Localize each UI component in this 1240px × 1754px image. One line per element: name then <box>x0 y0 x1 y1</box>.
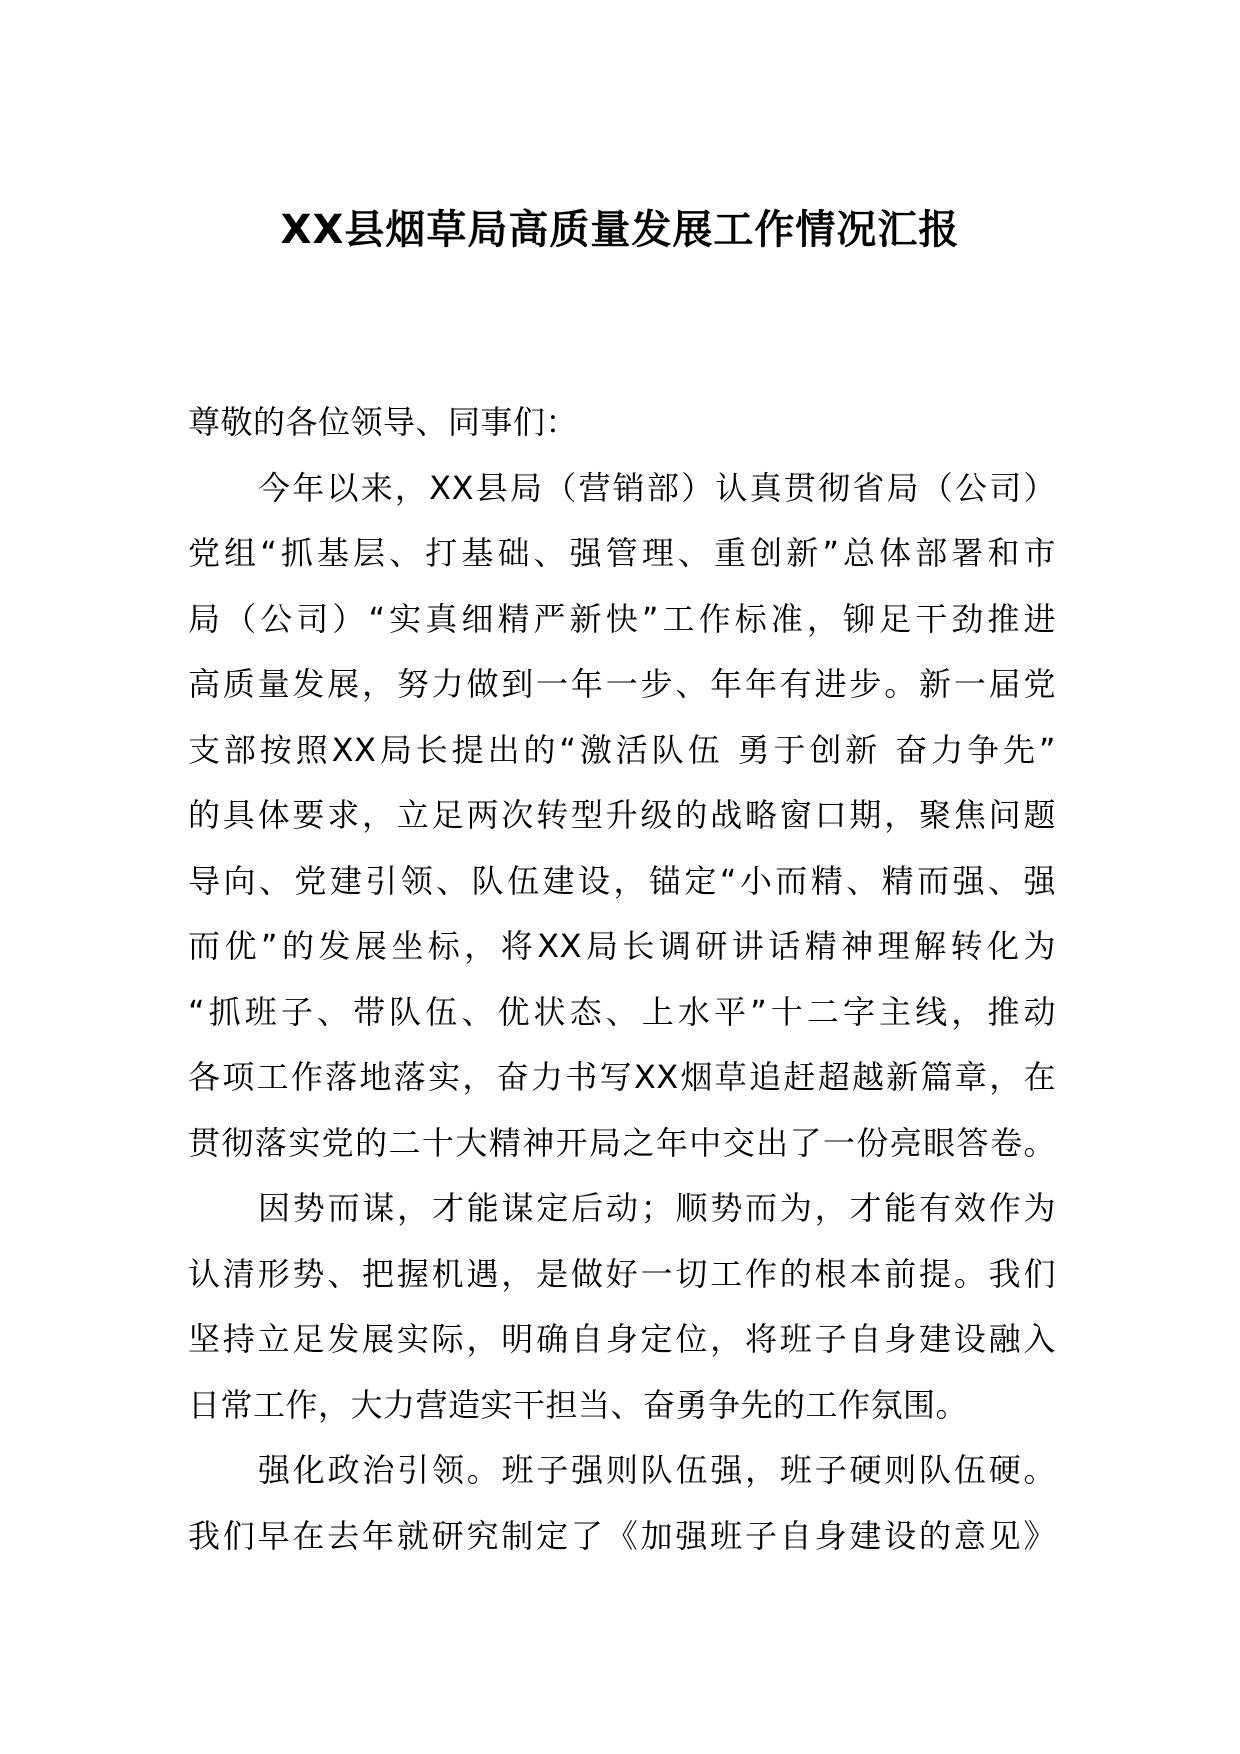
paragraph-line: 而优”的发展坐标，将XX局长调研讲话精神理解转化为 <box>188 927 1056 965</box>
document-title: XX县烟草局高质量发展工作情况汇报 <box>280 207 960 253</box>
paragraph-line: 党组“抓基层、打基础、强管理、重创新”总体部署和市 <box>188 534 1056 572</box>
paragraph-line: 认清形势、把握机遇，是做好一切工作的根本前提。我们 <box>188 1254 1056 1293</box>
paragraph-line: 贯彻落实党的二十大精神开局之年中交出了一份亮眼答卷。 <box>188 1123 1056 1162</box>
paragraph-line: 支部按照XX局长提出的“激活队伍 勇于创新 奋力争先” <box>188 730 1056 769</box>
paragraph-line: 强化政治引领。班子强则队伍强，班子硬则队伍硬。 <box>258 1451 1056 1489</box>
paragraph-line: 今年以来，XX县局（营销部）认真贯彻省局（公司） <box>258 468 1056 507</box>
paragraph-line: 我们早在去年就研究制定了《加强班子自身建设的意见》 <box>188 1516 1056 1555</box>
salutation-line: 尊敬的各位领导、同事们： <box>188 403 579 441</box>
paragraph-line: 高质量发展，努力做到一年一步、年年有进步。新一届党 <box>188 665 1056 703</box>
paragraph-line: “抓班子、带队伍、优状态、上水平”十二字主线，推动 <box>188 992 1056 1031</box>
paragraph-line: 日常工作，大力营造实干担当、奋勇争先的工作氛围。 <box>188 1385 969 1424</box>
paragraph-line: 局（公司）“实真细精严新快”工作标准，铆足干劲推进 <box>188 599 1056 638</box>
paragraph-line: 的具体要求，立足两次转型升级的战略窗口期，聚焦问题 <box>188 796 1056 834</box>
document-body <box>188 390 1056 1569</box>
paragraph-line: 各项工作落地落实，奋力书写XX烟草追赶超越新篇章，在 <box>188 1058 1056 1096</box>
paragraph-line: 坚持立足发展实际，明确自身定位，将班子自身建设融入 <box>188 1320 1056 1358</box>
paragraph-line: 因势而谋，才能谋定后动；顺势而为，才能有效作为 <box>258 1189 1056 1227</box>
paragraph-line: 导向、党建引领、队伍建设，锚定“小而精、精而强、强 <box>188 861 1056 900</box>
